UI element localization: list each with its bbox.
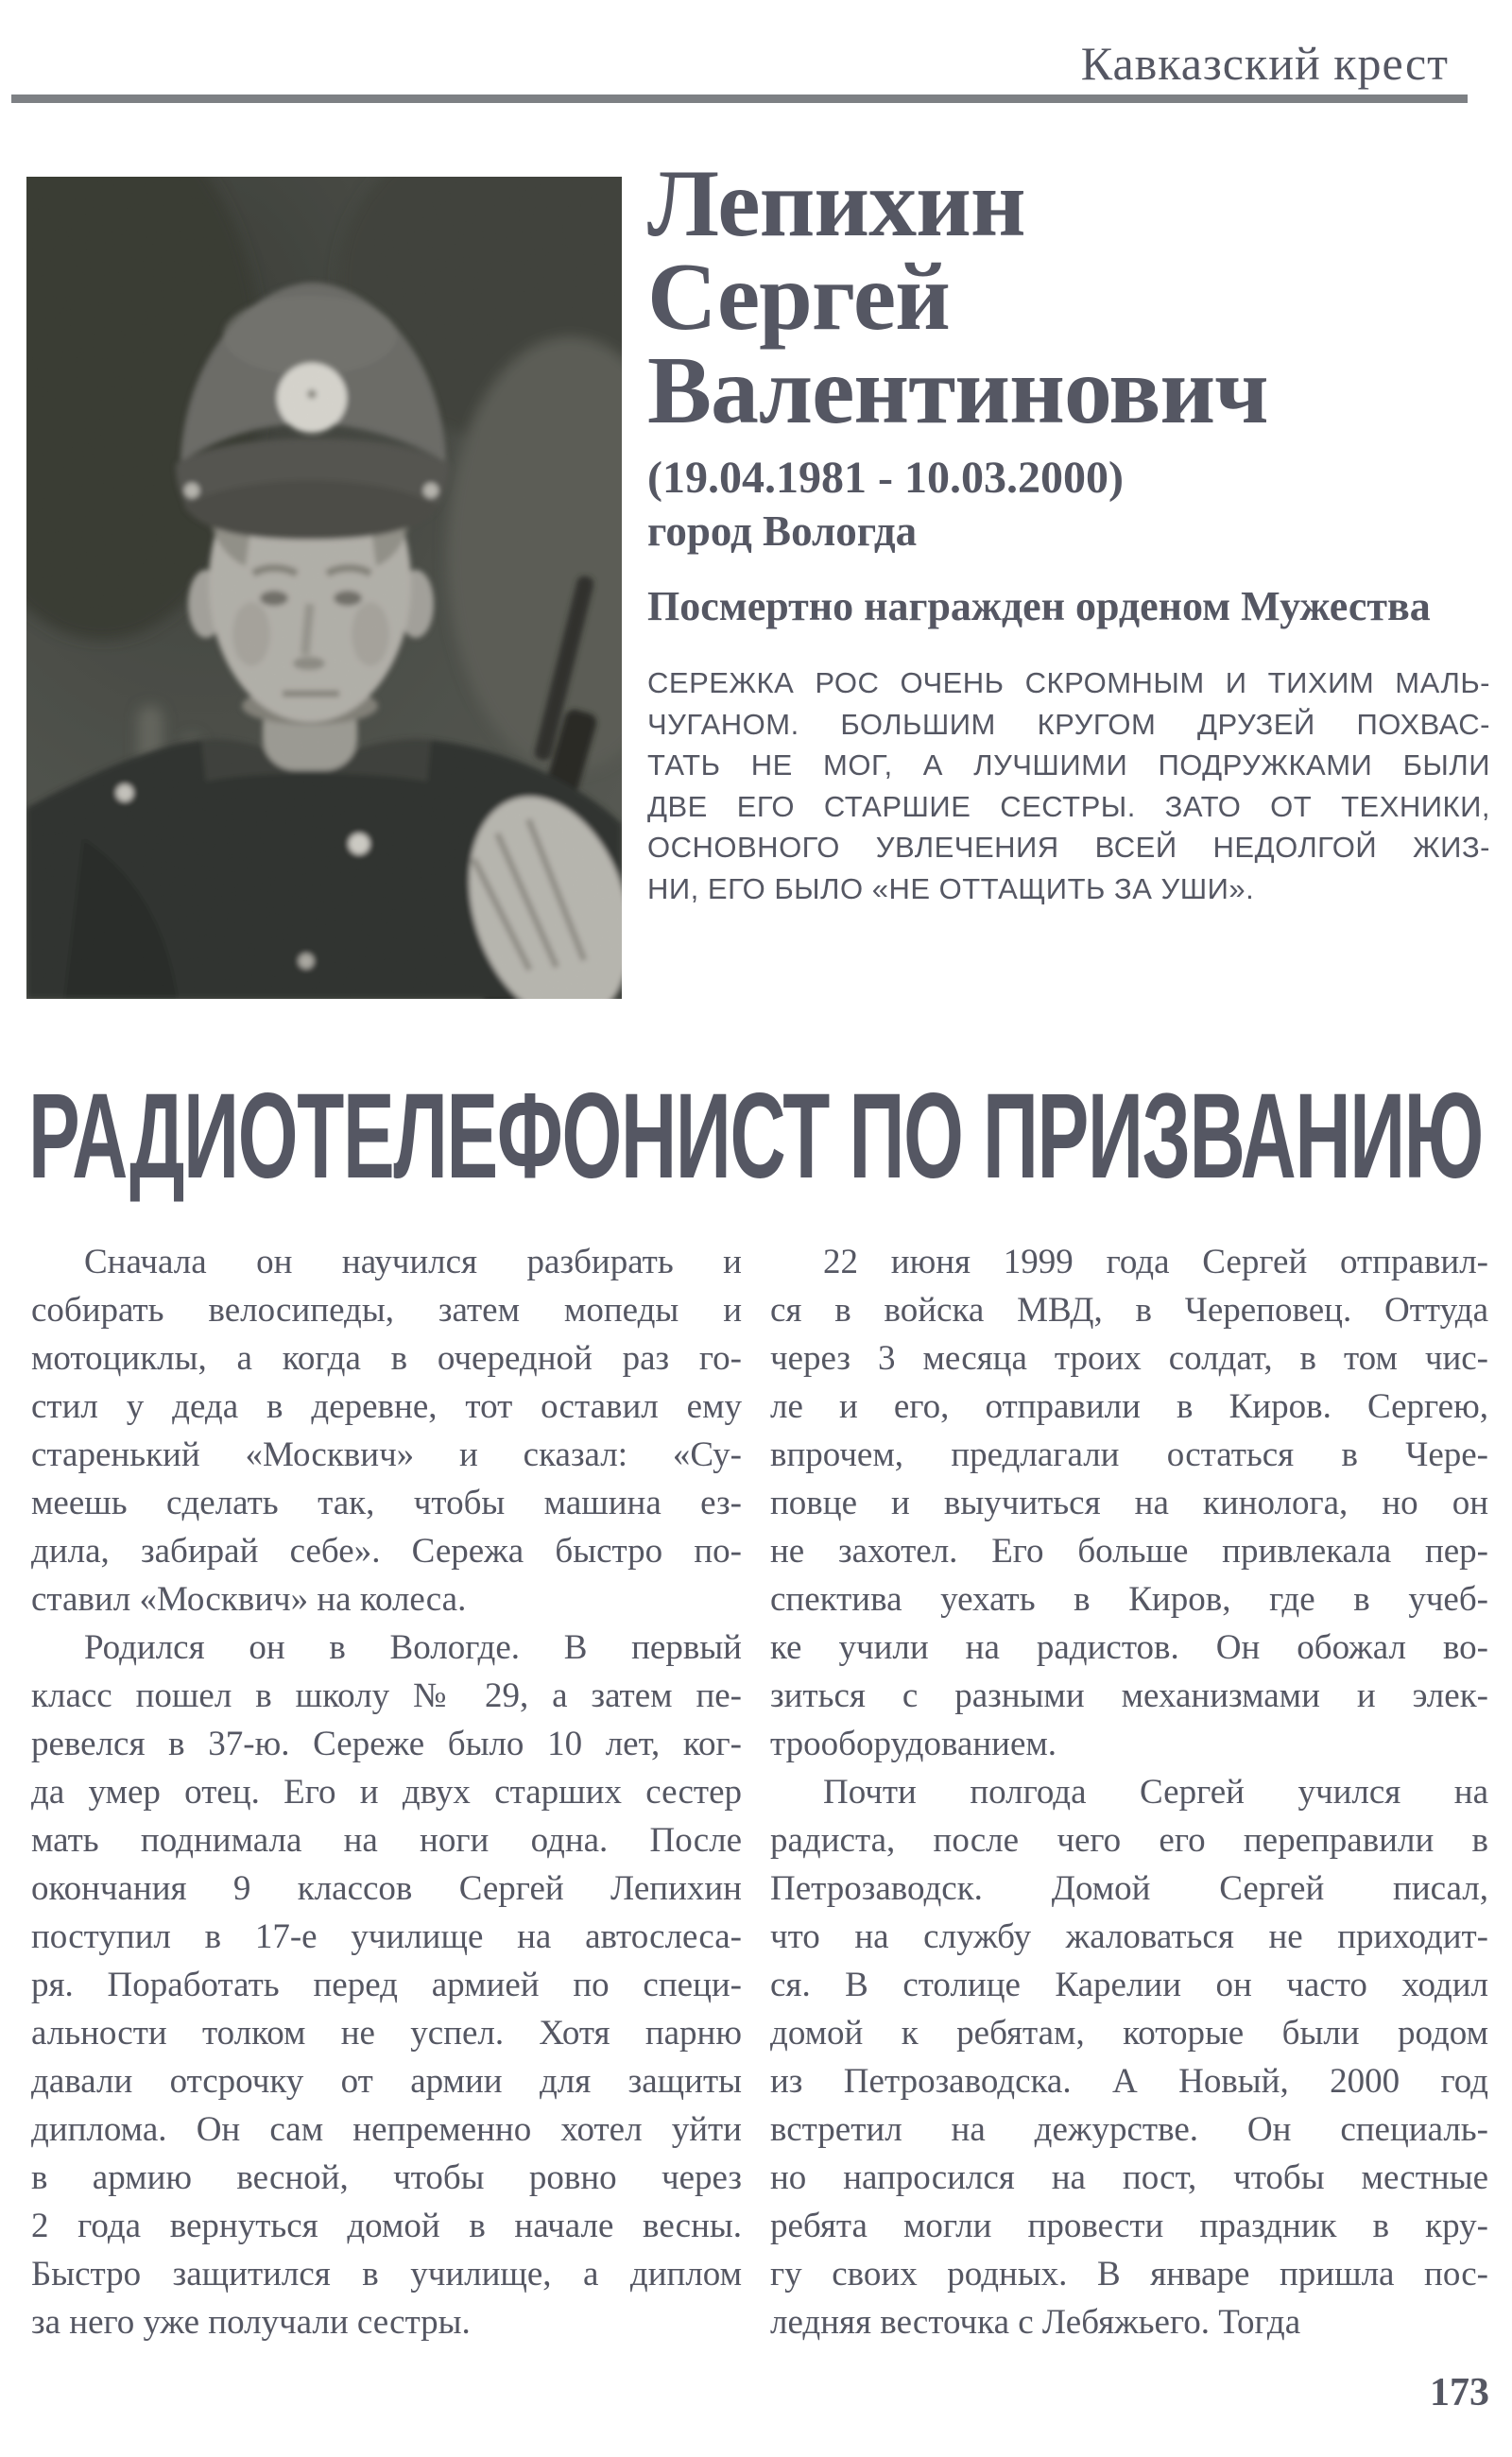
text-line: Сначала он научился разбирать и — [84, 1243, 742, 1281]
text-line: ря. Поработать перед армией по специ- — [31, 1966, 742, 2004]
text-line: спектива уехать в Киров, где в учеб- — [770, 1580, 1488, 1619]
text-line: зиться с разными механизмами и элек- — [770, 1676, 1488, 1715]
person-patronymic: Валентинович — [647, 337, 1268, 444]
text-line: трооборудованием. — [770, 1725, 1057, 1763]
text-line: ставил «Москвич» на колеса. — [31, 1580, 467, 1619]
text-line: Петрозаводск. Домой Сергей писал, — [770, 1869, 1488, 1908]
text-line: повце и выучиться на кинолога, но он — [770, 1484, 1488, 1522]
text-line: ся в войска МВД, в Череповец. Оттуда — [770, 1291, 1488, 1330]
paragraph — [31, 1624, 742, 2346]
text-line: Почти полгода Сергей учился на — [823, 1773, 1488, 1812]
person-surname: Лепихин — [647, 150, 1025, 257]
text-line: ОСНОВНОГО УВЛЕЧЕНИЯ ВСЕЙ НЕДОЛГОЙ ЖИЗ- — [647, 831, 1490, 864]
text-line: ревелся в 37-ю. Сереже было 10 лет, ког- — [31, 1725, 742, 1763]
text-line: класс пошел в школу № 29, а затем пе- — [31, 1676, 742, 1715]
paragraph — [770, 1238, 1488, 1768]
text-column-left — [31, 1238, 742, 2346]
text-line: ле и его, отправили в Киров. Сергею, — [770, 1387, 1488, 1426]
text-line: меешь сделать так, чтобы машина ез- — [31, 1484, 742, 1522]
text-line: встретил на дежурстве. Он специаль- — [770, 2110, 1488, 2149]
text-line: Быстро защитился в училище, а диплом — [31, 2255, 742, 2294]
text-line: впрочем, предлагали остаться в Чере- — [770, 1435, 1488, 1474]
text-line: что на службу жаловаться не приходит- — [770, 1917, 1488, 1956]
text-line: ребята могли провести праздник в кру- — [770, 2207, 1488, 2245]
header-rule — [11, 94, 1468, 103]
portrait-photo — [26, 177, 622, 999]
text-line: радиста, после чего его переправили в — [770, 1821, 1488, 1860]
text-line: 2 года вернуться домой в начале весны. — [31, 2207, 742, 2245]
text-line: НИ, ЕГО БЫЛО «НЕ ОТТАЩИТЬ ЗА УШИ». — [647, 871, 1255, 905]
text-line: в армию весной, чтобы ровно через — [31, 2158, 742, 2197]
life-dates: (19.04.1981 - 10.03.2000) — [647, 453, 1124, 503]
text-line: ке учили на радистов. Он обожал во- — [770, 1628, 1488, 1667]
text-line: за него уже получали сестры. — [31, 2303, 471, 2342]
text-line: собирать велосипеды, затем мопеды и — [31, 1291, 742, 1330]
text-line: через 3 месяца троих солдат, в том чис- — [770, 1339, 1488, 1378]
soldier-portrait-illustration — [26, 177, 622, 999]
running-header: Кавказский крест — [1080, 37, 1449, 90]
text-line: альности толком не успел. Хотя парню — [31, 2014, 742, 2053]
text-line: из Петрозаводска. А Новый, 2000 год — [770, 2062, 1488, 2101]
text-line: поступил в 17-е училище на автослеса- — [31, 1917, 742, 1956]
text-line: СЕРЕЖКА РОС ОЧЕНЬ СКРОМНЫМ И ТИХИМ МАЛЬ- — [647, 666, 1490, 699]
text-line: дила, забирай себе». Сережа быстро по- — [31, 1532, 742, 1571]
text-line: да умер отец. Его и двух старших сестер — [31, 1773, 742, 1812]
text-line: не захотел. Его больше привлекала пер- — [770, 1532, 1488, 1571]
text-line: гу своих родных. В январе пришла пос- — [770, 2255, 1488, 2294]
home-city: город Вологда — [647, 507, 918, 555]
text-line: старенький «Москвич» и сказал: «Су- — [31, 1435, 742, 1474]
lead-paragraph — [647, 662, 1490, 909]
text-line: 22 июня 1999 года Сергей отправил- — [823, 1243, 1488, 1281]
text-line: ся. В столице Карелии он часто ходил — [770, 1966, 1488, 2004]
text-line: диплома. Он сам непременно хотел уйти — [31, 2110, 742, 2149]
person-first-name: Сергей — [647, 244, 950, 351]
person-name — [647, 150, 1490, 444]
text-line: домой к ребятам, которые были родом — [770, 2014, 1488, 2053]
paragraph — [770, 1768, 1488, 2346]
page-number: 173 — [1430, 2371, 1489, 2414]
text-line: мотоциклы, а когда в очередной раз го- — [31, 1339, 742, 1378]
text-line: ТАТЬ НЕ МОГ, А ЛУЧШИМИ ПОДРУЖКАМИ БЫЛИ — [647, 748, 1490, 782]
award-line: Посмертно награжден орденом Мужества — [647, 583, 1431, 629]
article-title: РАДИОТЕЛЕФОНИСТ ПО ПРИЗВАНИЮ — [28, 1069, 1483, 1204]
text-line: но напросился на пост, чтобы местные — [770, 2158, 1488, 2197]
text-line: давали отсрочку от армии для защиты — [31, 2062, 742, 2101]
text-line: стил у деда в деревне, тот оставил ему — [31, 1387, 742, 1426]
text-line: мать поднимала на ноги одна. После — [31, 1821, 742, 1860]
text-line: ЧУГАНОМ. БОЛЬШИМ КРУГОМ ДРУЗЕЙ ПОХВАС- — [647, 707, 1490, 741]
paragraph — [31, 1238, 742, 1624]
profile-block — [647, 150, 1490, 909]
text-line: ледняя весточка с Лебяжьего. Тогда — [770, 2303, 1301, 2342]
text-column-right — [770, 1238, 1488, 2346]
text-line: ДВЕ ЕГО СТАРШИЕ СЕСТРЫ. ЗАТО ОТ ТЕХНИКИ, — [647, 789, 1490, 823]
article-body — [31, 1238, 1488, 2346]
text-line: Родился он в Вологде. В первый — [84, 1628, 742, 1667]
text-line: окончания 9 классов Сергей Лепихин — [31, 1869, 742, 1908]
